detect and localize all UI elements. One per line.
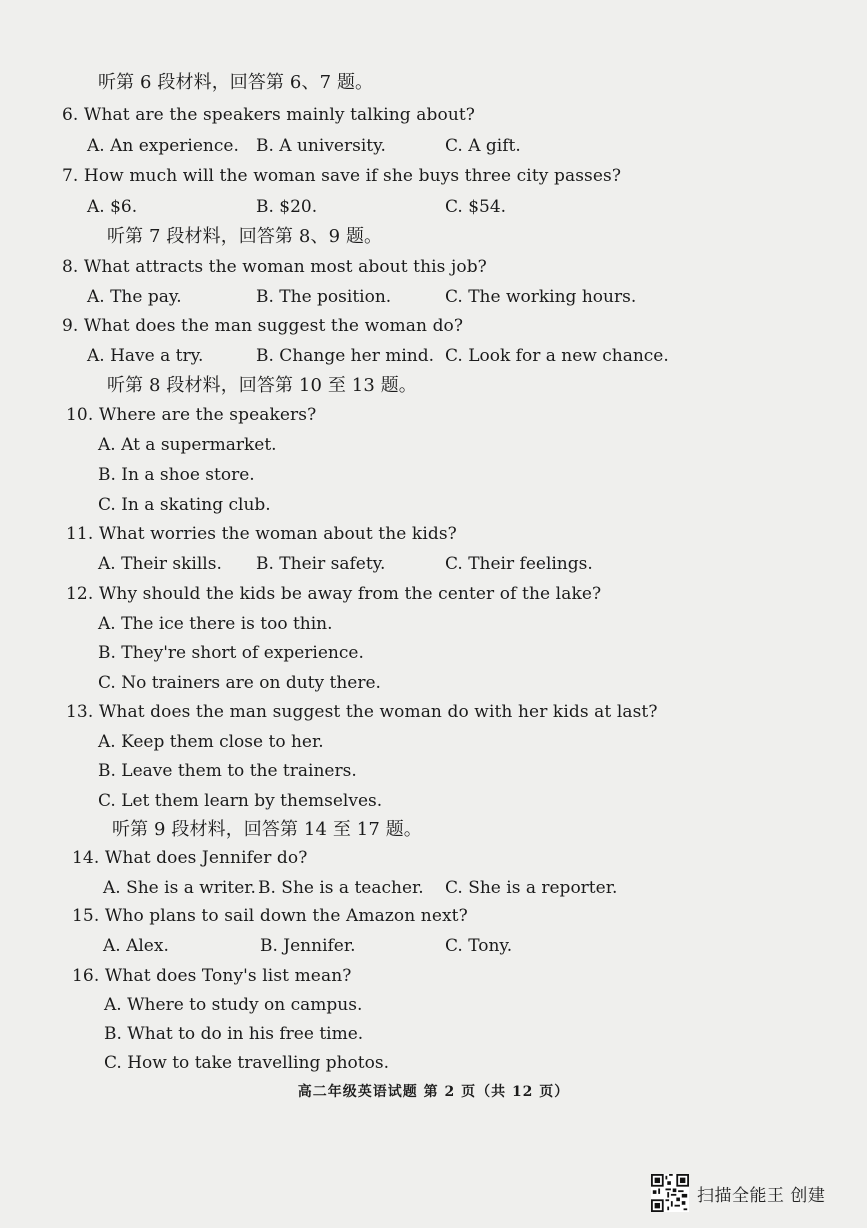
question-16-option-b: B. What to do in his free time. [104,1024,364,1044]
watermark-text: 扫描全能王 创建 [697,1185,826,1206]
section-heading: 听第 7 段材料，回答第 8、9 题。 [107,226,383,247]
question-9-stem: 9. What does the man suggest the woman do? [62,316,464,336]
question-8-option-b: B. The position. [256,287,392,307]
question-15-option-a: A. Alex. [103,936,169,956]
question-13-option-b: B. Leave them to the trainers. [98,761,357,781]
question-7-option-b: B. $20. [256,197,318,217]
question-13-stem: 13. What does the man suggest the woman do with her kids at last? [66,702,658,722]
question-13-option-a: A. Keep them close to her. [98,732,324,752]
question-12-stem: 12. Why should the kids be away from the center of the lake? [66,584,602,604]
question-10-stem: 10. Where are the speakers? [66,405,317,425]
question-7-option-c: C. $54. [445,197,507,217]
page-footer: 高二年级英语试题 第 2 页（共 12 页） [297,1084,570,1100]
question-6-option-b: B. A university. [256,136,386,156]
question-15-stem: 15. Who plans to sail down the Amazon next? [72,906,468,926]
question-10-option-b: B. In a shoe store. [98,465,255,485]
scanner-watermark [651,1173,825,1213]
question-16-option-a: A. Where to study on campus. [104,995,363,1015]
question-6-option-c: C. A gift. [445,136,521,156]
question-14-option-c: C. She is a reporter. [445,878,618,898]
question-15-option-b: B. Jennifer. [260,936,356,956]
question-14-option-b: B. She is a teacher. [258,878,424,898]
question-12-option-a: A. The ice there is too thin. [98,614,333,634]
question-9-option-c: C. Look for a new chance. [445,346,669,366]
question-10-option-c: C. In a skating club. [98,495,271,515]
question-14-option-a: A. She is a writer. [103,878,256,898]
question-16-option-c: C. How to take travelling photos. [104,1053,389,1073]
question-6-stem: 6. What are the speakers mainly talking about? [62,105,476,125]
question-7-stem: 7. How much will the woman save if she buys three city passes? [62,166,622,186]
question-15-option-c: C. Tony. [445,936,513,956]
question-8-option-a: A. The pay. [87,287,182,307]
question-12-option-b: B. They're short of experience. [98,643,364,663]
question-11-option-a: A. Their skills. [98,554,222,574]
question-7-option-a: A. $6. [87,197,138,217]
section-heading: 听第 6 段材料，回答第 6、7 题。 [98,72,374,93]
question-11-option-c: C. Their feelings. [445,554,593,574]
qr-code-icon [651,1174,689,1212]
question-14-stem: 14. What does Jennifer do? [72,848,308,868]
question-11-option-b: B. Their safety. [256,554,386,574]
question-9-option-b: B. Change her mind. [256,346,435,366]
question-12-option-c: C. No trainers are on duty there. [98,673,381,693]
question-8-option-c: C. The working hours. [445,287,637,307]
question-16-stem: 16. What does Tony's list mean? [72,966,352,986]
question-8-stem: 8. What attracts the woman most about this job? [62,257,487,277]
question-6-option-a: A. An experience. [87,136,239,156]
section-heading: 听第 8 段材料，回答第 10 至 13 题。 [107,375,417,396]
question-13-option-c: C. Let them learn by themselves. [98,791,383,811]
question-9-option-a: A. Have a try. [87,346,204,366]
section-heading: 听第 9 段材料，回答第 14 至 17 题。 [112,819,422,840]
question-10-option-a: A. At a supermarket. [98,435,277,455]
question-11-stem: 11. What worries the woman about the kids? [66,524,457,544]
